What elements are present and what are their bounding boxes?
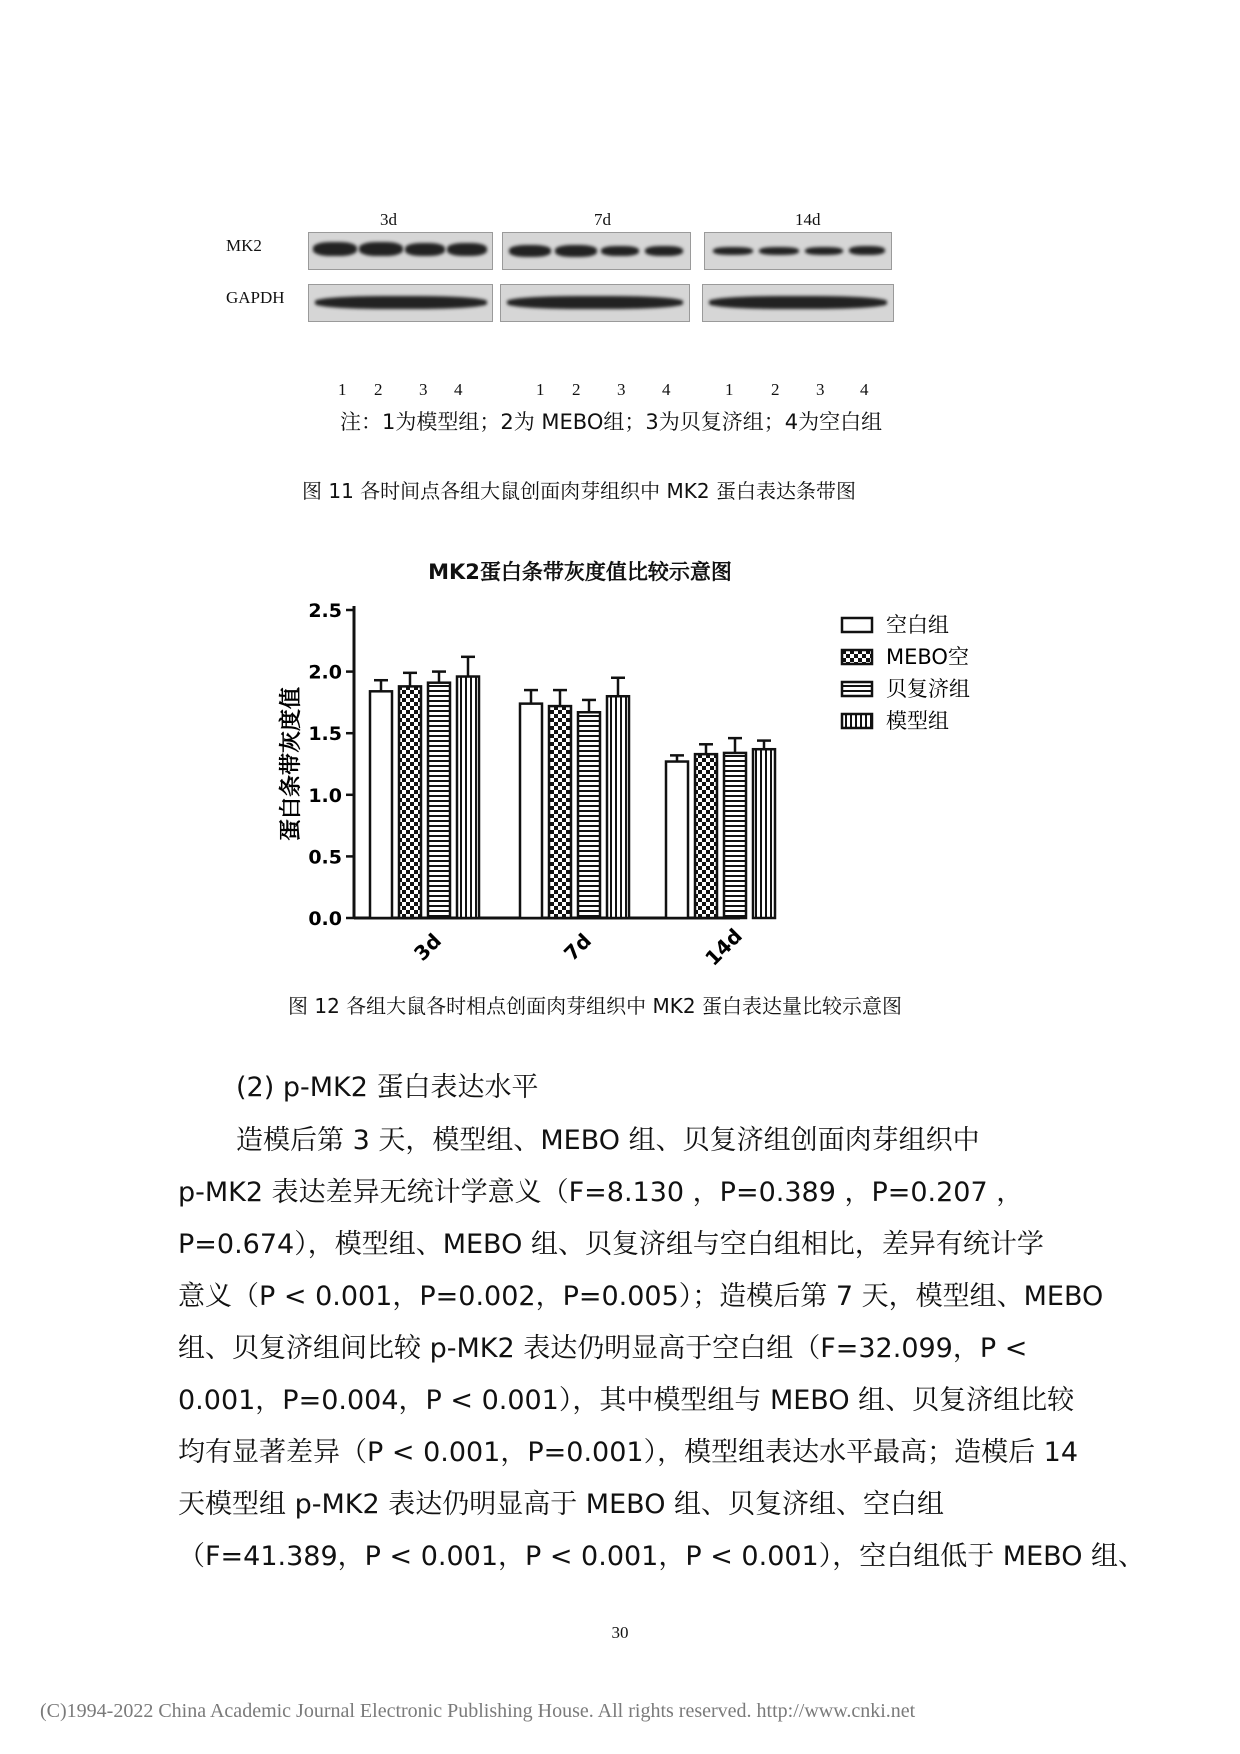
blot-note: 注：1为模型组；2为 MEBO组；3为贝复济组；4为空白组 [340, 410, 883, 434]
bar [457, 677, 479, 918]
lane-number: 3 [816, 380, 825, 399]
x-tick-label: 3d [409, 928, 447, 966]
paragraph-line: 天模型组 p-MK2 表达仍明显高于 MEBO 组、贝复济组、空白组 [178, 1489, 945, 1520]
bar [399, 686, 421, 918]
blot-panel-gapdh-3d [308, 284, 493, 322]
bar [549, 706, 571, 918]
y-tick-label: 1.0 [308, 784, 342, 807]
legend-swatch [842, 714, 872, 728]
figure-11-caption: 图 11 各时间点各组大鼠创面肉芽组织中 MK2 蛋白表达条带图 [302, 479, 856, 503]
blot-panel-mk2-14d [704, 232, 892, 270]
blot-panel-gapdh-14d [702, 284, 894, 322]
lane-number: 4 [454, 380, 463, 399]
paragraph-line: （F=41.389，P < 0.001，P < 0.001，P < 0.001），空白组低于 MEBO 组、 [178, 1541, 1146, 1572]
legend-label: 贝复济组 [886, 677, 970, 701]
blot-time-label: 7d [594, 210, 611, 229]
blot-panel-mk2-7d [502, 232, 691, 270]
blot-row-label-mk2: MK2 [226, 236, 262, 255]
lane-number: 3 [419, 380, 428, 399]
lane-number: 2 [572, 380, 581, 399]
y-axis-label: 蛋白条带灰度值 [279, 686, 304, 842]
bar [695, 754, 717, 918]
legend-swatch [842, 650, 872, 664]
blot-panel-mk2-3d [308, 232, 493, 270]
y-tick-label: 0.5 [308, 846, 342, 869]
blot-time-label: 14d [795, 210, 821, 229]
page-number: 30 [611, 1623, 629, 1642]
bar [753, 749, 775, 918]
legend-label: 模型组 [886, 709, 949, 733]
paragraph-line: 组、贝复济组间比较 p-MK2 表达仍明显高于空白组（F=32.099，P < [178, 1333, 1028, 1364]
x-tick-label: 7d [559, 928, 597, 966]
paragraph-line: p-MK2 表达差异无统计学意义（F=8.130 ，P=0.389 ，P=0.207 ， [178, 1177, 1024, 1208]
lane-number: 1 [725, 380, 734, 399]
paragraph-line: P=0.674），模型组、MEBO 组、贝复济组与空白组相比，差异有统计学 [178, 1229, 1044, 1260]
copyright-footer: (C)1994-2022 China Academic Journal Electronic Publishing House. All rights reserved. http://www.cnki.net [40, 1700, 916, 1722]
y-tick-label: 2.5 [308, 600, 342, 622]
blot-panel-gapdh-7d [500, 284, 690, 322]
legend-label: 空白组 [886, 613, 949, 637]
paragraph-line: 意义（P < 0.001，P=0.002，P=0.005）；造模后第 7 天，模型组、MEBO [178, 1281, 1104, 1312]
lane-number: 1 [338, 380, 347, 399]
bar [607, 696, 629, 918]
paragraph-line: 均有显著差异（P < 0.001，P=0.001），模型组表达水平最高；造模后 14 [178, 1437, 1079, 1468]
western-blot-figure [220, 210, 1020, 440]
bar [578, 712, 600, 918]
legend-label: MEBO空 [886, 645, 969, 669]
y-tick-label: 1.5 [308, 723, 342, 746]
chart-canvas [270, 550, 1030, 980]
lane-number: 2 [374, 380, 383, 399]
chart-title: MK2蛋白条带灰度值比较示意图 [428, 560, 732, 584]
blot-row-label-gapdh: GAPDH [226, 288, 285, 307]
y-tick-label: 0.0 [308, 908, 342, 930]
lane-number: 4 [860, 380, 869, 399]
bar [370, 691, 392, 918]
bar [428, 683, 450, 918]
y-tick-label: 2.0 [308, 661, 342, 684]
figure-12-caption: 图 12 各组大鼠各时相点创面肉芽组织中 MK2 蛋白表达量比较示意图 [288, 994, 902, 1018]
bar [666, 762, 688, 918]
legend-swatch [842, 618, 872, 632]
blot-time-label: 3d [380, 210, 397, 229]
paragraph-line: 0.001，P=0.004，P < 0.001），其中模型组与 MEBO 组、贝复济组比较 [178, 1385, 1075, 1416]
legend-swatch [842, 682, 872, 696]
bar [724, 753, 746, 918]
lane-number: 2 [771, 380, 780, 399]
section-heading: (2) p-MK2 蛋白表达水平 [236, 1072, 539, 1103]
bar-chart [270, 550, 1030, 980]
lane-number: 4 [662, 380, 671, 399]
x-tick-label: 14d [700, 923, 747, 971]
bar [520, 704, 542, 918]
paragraph-line: 造模后第 3 天，模型组、MEBO 组、贝复济组创面肉芽组织中 [236, 1125, 980, 1156]
lane-number: 1 [536, 380, 545, 399]
lane-number: 3 [617, 380, 626, 399]
